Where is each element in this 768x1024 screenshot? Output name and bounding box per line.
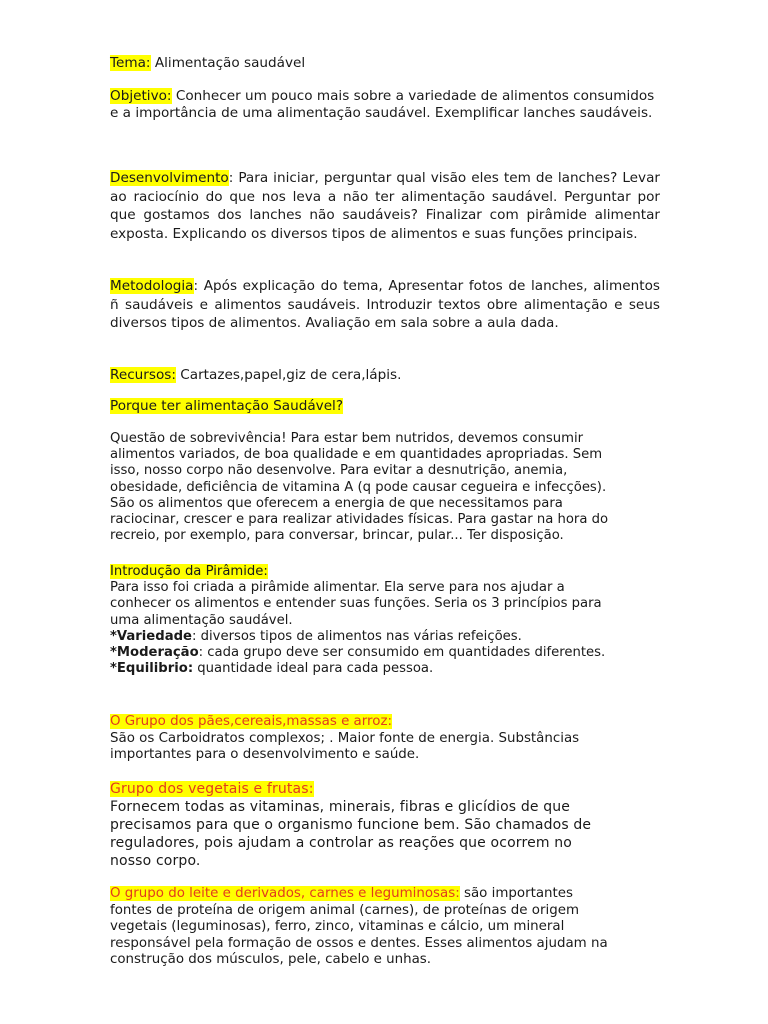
desenvolvimento-label: Desenvolvimento: [110, 170, 229, 186]
paes-line: São os Carboidratos complexos; . Maior fonte de energia. Substâncias: [110, 730, 580, 746]
leite-first-line: [110, 886, 660, 903]
piramide-section: [110, 564, 660, 677]
paes-line: importantes para o desenvolvimento e saúde.: [110, 747, 420, 762]
objetivo-text: Conhecer um pouco mais sobre a variedade de alimentos consumidos e a importância de uma alimentação saudável. Exemplificar lanches saudáveis.: [110, 88, 655, 121]
porque-heading-text: Porque ter alimentação Saudável?: [110, 398, 344, 414]
piramide-line: Para isso foi criada a pirâmide alimentar. Ela serve para nos ajudar a: [110, 580, 565, 596]
objetivo-paragraph: [110, 88, 660, 122]
vegetais-line: Fornecem todas as vitaminas, minerais, fibras e glicídios de que: [110, 799, 571, 815]
paes-heading-text: O Grupo dos pães,cereais,massas e arroz:: [110, 714, 392, 729]
piramide-heading: [110, 564, 660, 580]
porque-line: obesidade, deficiência de vitamina A (q pode causar cegueira e infecções).: [110, 479, 607, 495]
objetivo-label: Objetivo:: [110, 88, 172, 104]
leite-line: responsável pela formação de ossos e dentes. Esses alimentos ajudam na: [110, 935, 608, 951]
leite-line: fontes de proteína de origem animal (carnes), de proteínas de origem: [110, 902, 579, 918]
principle-variedade: [110, 629, 660, 645]
tema-text: Alimentação saudável: [150, 55, 306, 71]
principle-moderacao: [110, 645, 660, 661]
vegetais-line: precisamos para que o organismo funcione bem. São chamados de: [110, 817, 592, 833]
piramide-heading-text: Introdução da Pirâmide:: [110, 564, 268, 579]
leite-section: [110, 886, 660, 969]
paes-heading: [110, 714, 660, 731]
tema-line: [110, 55, 660, 72]
recursos-label: Recursos:: [110, 367, 176, 383]
desenvolvimento-text: : Para iniciar, perguntar qual visão eles tem de lanches? Levar ao raciocínio do que nos leva a não ter alimentação saudável. Perguntar por que gostamos dos lanches não saudáveis? Finalizar com pirâmide alimentar exposta. Explicando os diversos tipos de alimentos e suas funções principais.: [110, 170, 660, 242]
principle-desc: : cada grupo deve ser consumido em quantidades diferentes.: [198, 645, 606, 661]
leite-line: vegetais (leguminosas), ferro, zinco, vitaminas e cálcio, um mineral: [110, 919, 565, 934]
principle-desc: : diversos tipos de alimentos nas várias refeições.: [191, 628, 522, 644]
principle-term: *Moderação: [110, 645, 199, 661]
porque-line: São os alimentos que oferecem a energia de que necessitamos para: [110, 495, 563, 511]
principle-term: *Variedade: [110, 628, 192, 644]
recursos-line: [110, 367, 660, 384]
vegetais-line: reguladores, pois ajudam a controlar as reações que ocorrem no: [110, 835, 572, 851]
porque-line: raciocinar, crescer e para realizar atividades físicas. Para gastar na hora do: [110, 512, 609, 528]
metodologia-paragraph: [110, 277, 660, 333]
recursos-text: Cartazes,papel,giz de cera,lápis.: [175, 367, 402, 383]
vegetais-heading-text: Grupo dos vegetais e frutas:: [110, 781, 314, 797]
leite-line: construção dos músculos, pele, cabelo e unhas.: [110, 952, 432, 967]
tema-label: Tema:: [110, 55, 151, 71]
desenvolvimento-paragraph: [110, 169, 660, 243]
porque-paragraph: [110, 431, 660, 544]
paes-section: [110, 714, 660, 764]
piramide-line: conhecer os alimentos e entender suas funções. Seria os 3 princípios para: [110, 596, 602, 612]
leite-heading-text: O grupo do leite e derivados, carnes e leguminosas:: [110, 886, 460, 901]
principle-term: *Equilibrio:: [110, 661, 194, 677]
porque-line: isso, nosso corpo não desenvolve. Para evitar a desnutrição, anemia,: [110, 463, 568, 479]
principle-desc: quantidade ideal para cada pessoa.: [193, 661, 434, 677]
porque-line: alimentos variados, de boa qualidade e em quantidades apropriadas. Sem: [110, 447, 603, 463]
piramide-line: uma alimentação saudável.: [110, 612, 293, 628]
vegetais-line: nosso corpo.: [110, 853, 201, 869]
vegetais-section: [110, 780, 660, 870]
metodologia-text: : Após explicação do tema, Apresentar fotos de lanches, alimentos ñ saudáveis e alimentos saudáveis. Introduzir textos obre alimentação e seus diversos tipos de alimentos. Avaliação em sala sobre a aula dada.: [110, 278, 660, 332]
porque-heading: [110, 398, 660, 415]
principle-equilibrio: [110, 661, 660, 677]
vegetais-heading: [110, 780, 660, 798]
leite-first-text: são importantes: [459, 886, 573, 901]
metodologia-label: Metodologia: [110, 278, 194, 294]
porque-line: Questão de sobrevivência! Para estar bem nutridos, devemos consumir: [110, 431, 584, 446]
porque-line: recreio, por exemplo, para conversar, brincar, pular... Ter disposição.: [110, 528, 564, 544]
